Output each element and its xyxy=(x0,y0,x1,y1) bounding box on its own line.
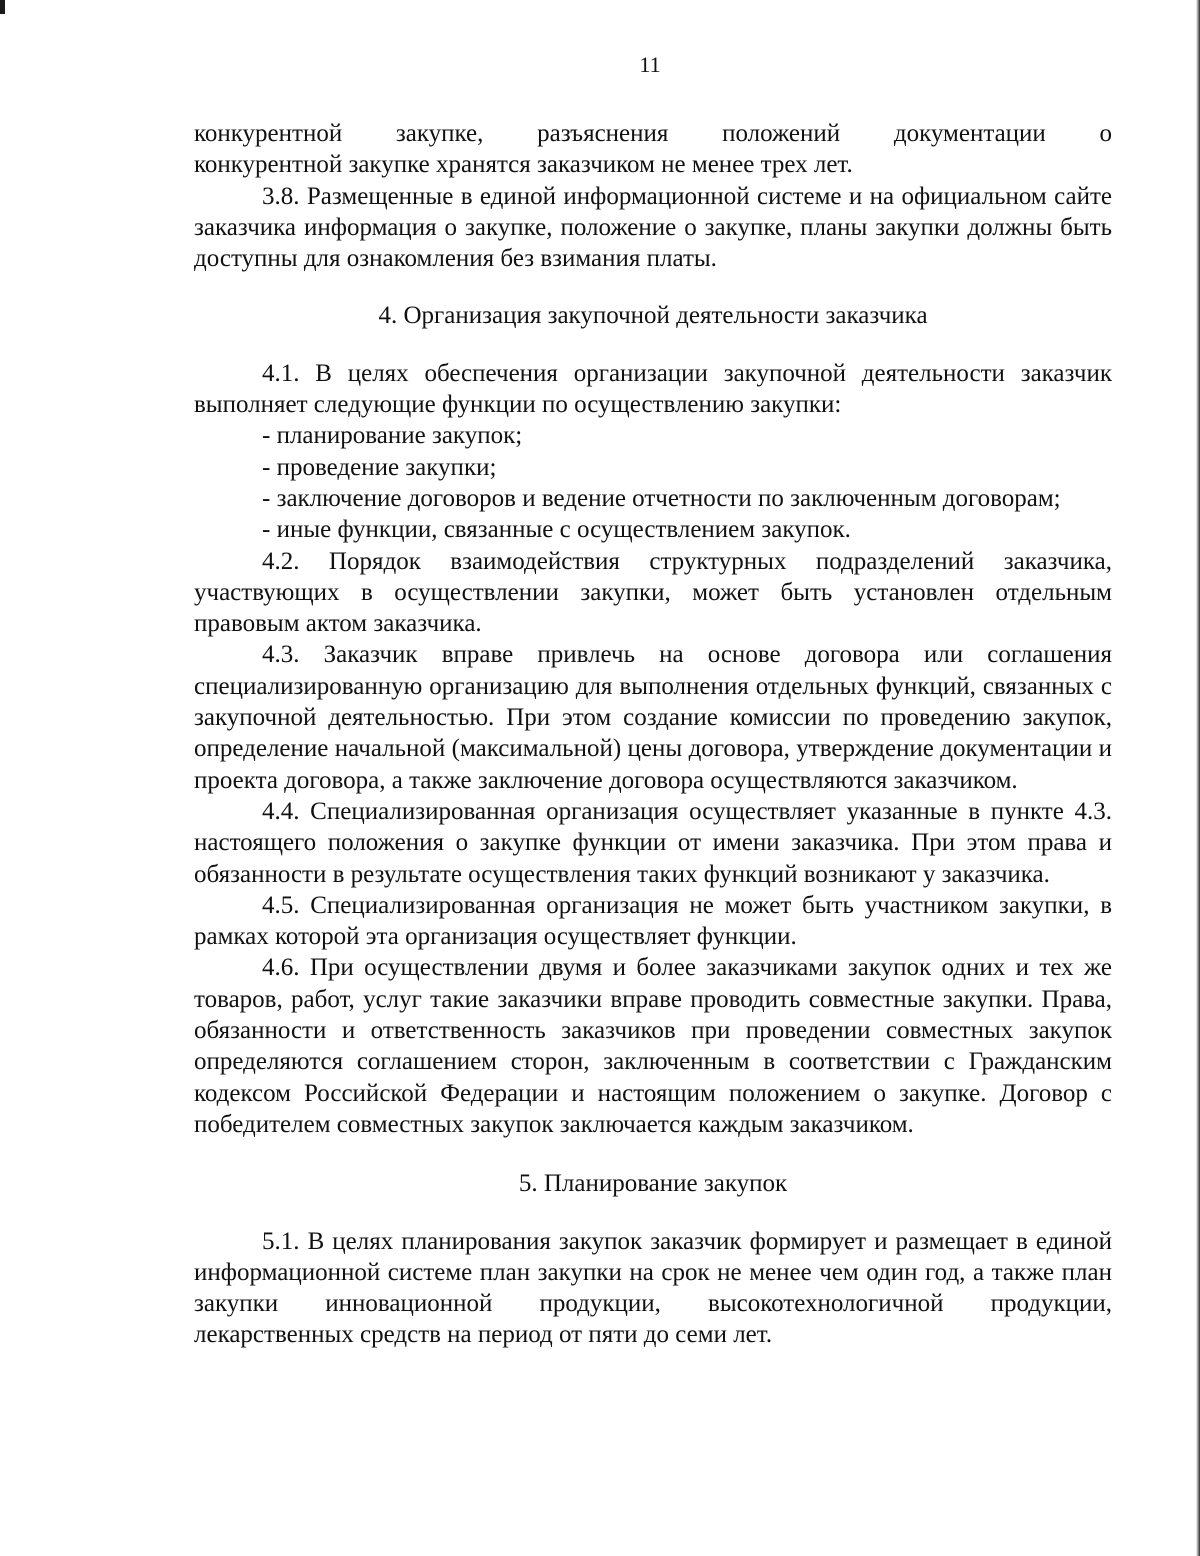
list-item: - проведение закупки; xyxy=(262,453,497,481)
paragraph-4-1: 4.1. В целях обеспечения организации закупочной деятельности заказчик выполняет следующие функции по осуществлению закупки: xyxy=(194,359,1112,419)
paragraph-4-6: 4.6. При осуществлении двумя и более заказчиками закупок одних и тех же товаров, работ, услуг такие заказчики вправе проводить совместные закупки. Права, обязанности и ответственность заказчиков при проведении совместных закупок определяются соглашением сторон, заключенным в соответствии с Гражданским кодексом Российской Федерации и настоящим положением о закупке. Договор с победителем совместных закупок заключается каждым заказчиком. xyxy=(194,954,1112,1138)
list-item: - иные функции, связанные с осуществлением закупок. xyxy=(262,516,851,544)
paragraph-4-4: 4.4. Специализированная организация осуществляет указанные в пункте 4.3. настоящего положения о закупке функции от имени заказчика. При этом права и обязанности в результате осуществления таких функций возникают у заказчика. xyxy=(194,797,1112,888)
document-body xyxy=(194,118,1112,1351)
paragraph-4-5: 4.5. Специализированная организация не может быть участником закупки, в рамках которой эта организация осуществляет функции. xyxy=(194,891,1112,951)
list-item: - заключение договоров и ведение отчетности по заключенным договорам; xyxy=(262,484,1061,512)
paragraph-4-3: 4.3. Заказчик вправе привлечь на основе договора или соглашения специализированную организацию для выполнения отдельных функций, связанных с закупочной деятельностью. При этом создание комиссии по проведению закупок, определение начальной (максимальной) цены договора, утверждение документации и проекта договора, а также заключение договора осуществляются заказчиком. xyxy=(194,641,1112,794)
paragraph-continued-line-2: конкурентной закупке хранятся заказчиком не менее трех лет. xyxy=(194,151,853,179)
paragraph-4-2: 4.2. Порядок взаимодействия структурных подразделений заказчика, участвующих в осуществлении закупки, может быть установлен отдельным правовым актом заказчика. xyxy=(194,547,1112,638)
list-item: - планирование закупок; xyxy=(262,422,523,450)
paragraph-3-8: 3.8. Размещенные в единой информационной системе и на официальном сайте заказчика информация о закупке, положение о закупке, планы закупки должны быть доступны для ознакомления без взимания платы. xyxy=(194,182,1112,273)
section-4-heading: 4. Организация закупочной деятельности заказчика xyxy=(378,302,928,330)
scan-edge-shadow xyxy=(1196,0,1200,1556)
section-5-heading: 5. Планирование закупок xyxy=(518,1170,788,1198)
paragraph-5-1: 5.1. В целях планирования закупок заказчик формирует и размещает в единой информационной системе план закупки на срок не менее чем один год, а также план закупки инновационной продукции, высокотехнологичной продукции, лекарственных средств на период от пяти до семи лет. xyxy=(194,1227,1112,1349)
page-number: 11 xyxy=(639,52,661,77)
paragraph-continued-line-1: конкурентной закупке, разъяснения положений документации о xyxy=(194,120,1112,147)
scan-corner-mark xyxy=(0,0,5,14)
